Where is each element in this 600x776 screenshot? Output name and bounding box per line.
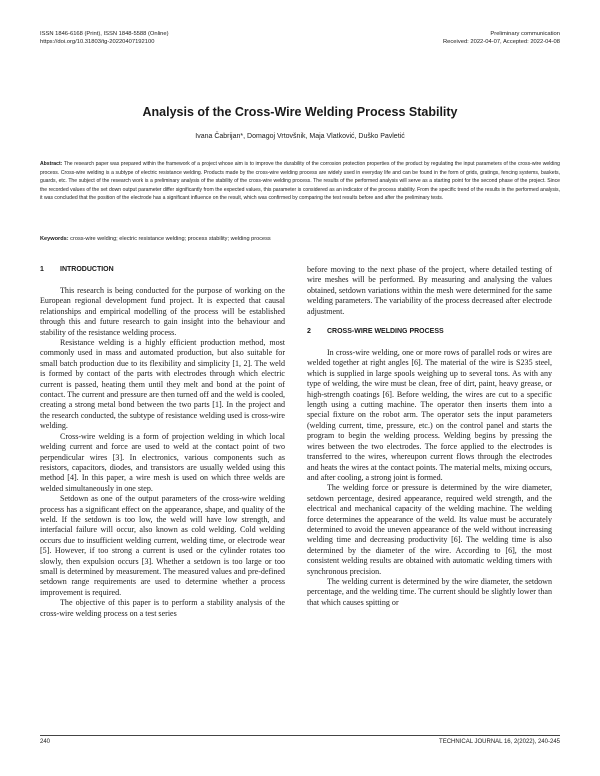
- article-type: Preliminary communication: [490, 31, 560, 37]
- page-number: 240: [40, 739, 51, 745]
- section-number: 2: [307, 328, 311, 336]
- section-heading-introduction: [40, 265, 285, 275]
- journal-citation: TECHNICAL JOURNAL 16, 2(2022), 240-245: [439, 739, 560, 745]
- abstract-text: The research paper was prepared within the framework of a project whose aim is to improve the durability of the corrosion protection properties of the product by regulating the input parameters of the cross-wire welding process. Cross-wire welding is a subtype of electric resistance welding. Products made by the cross-wire welding process are widely used in everyday life and can be found in the form of grids, gratings, fencing systems, baskets, guards, etc. The subject of the research work is a preliminary analysis of the stability of the cross-wire welding process. The results of the performed analysis will serve as a starting point for the second phase of the project. Since the recorded values of the set down output parameter differ significantly from the expected values, this parameter is considered as an indicator of the process stability. From the specific trend of the results in the performed analysis, it was concluded that the position of the electrode has a significant influence on the result, which was confirmed by comparing the test results before and after the preliminary tests.: [40, 161, 560, 201]
- paragraph: Setdown as one of the output parameters of the cross-wire welding process has a significant effect on the appearance, shape, and quality of the weld. If the setdown is too low, the weld will have low strength, and interfacial failure will occur, also known as cold welding. Cold welding occurs due to insufficient welding current, welding time, or electrode wear [5]. However, if too strong a current is used or the cylinder rotates too slowly, then expulsion occurs [3]. Whether a setdown is too large or too small is determined by measurement. The measured values and pre-defined setdown range requirements are used to determine whether a process improvement is required.: [40, 494, 285, 597]
- abstract: [40, 160, 560, 203]
- keywords-text: cross-wire welding; electric resistance welding; process stability; welding process: [70, 236, 271, 242]
- section-title: INTRODUCTION: [60, 266, 114, 273]
- paper-title: Analysis of the Cross-Wire Welding Process Stability: [142, 105, 458, 119]
- paragraph: Resistance welding is a highly efficient production method, most commonly used in mass and automated production, but also suitable for small batch production due to its flexibility and simplicity [1, 2]. The weld is formed by contact of the parts with electrodes through which electric current is passed, heating them until they melt and bond at the point of contact. The current and pressure are then turned off and the weld is cooled, creating a strong metal bond between the two parts [1]. In the project and the research conducted, the subtype of resistance welding used is cross-wire welding.: [40, 338, 285, 431]
- right-column: [307, 265, 552, 608]
- keywords: [40, 236, 560, 242]
- paragraph: In cross-wire welding, one or more rows of parallel rods or wires are welded together at right angles [6]. The material of the wire is S235 steel, which is supplied in large spools weighing up to several tons. As with any type of welding, the wire must be clean, free of dirt, paint, heavy grease, or high-strength coatings [6]. Before welding, the wires are cut to a specific length using a cutting machine. The operator then inserts them into a special fixture on the robot arm. The operator sets the input parameters (welding current, time, pressure, etc.) on the control panel and starts the program to begin the welding process. Welding begins by pressing the wires between the two electrodes. The force applied to the electrodes is transferred to the wires, whereupon current flows through the electrodes and heats the wires at the contact points. The material melts, mixing occurs, and after cooling, a strong joint is formed.: [307, 348, 552, 482]
- received-accepted-dates: Received: 2022-04-07, Accepted: 2022-04-08: [443, 39, 560, 46]
- paragraph: The welding force or pressure is determined by the wire diameter, setdown percentage, desired appearance, required weld strength, and the electrical and mechanical capacity of the welding machine. The welding force determines the appearance of the weld. Its value must be accurately determined to avoid the uneven appearance of the weld without increasing welding time and decreasing productivity [6]. The welding time is also determined by the diameter of the wire. According to [6], the most consistent welding results are obtained with automatic welding timers with synchronous precision.: [307, 483, 552, 576]
- section-number: 1: [40, 266, 44, 273]
- doi-link[interactable]: https://doi.org/10.31803/tg-20220407192100: [40, 39, 155, 46]
- paragraph: This research is being conducted for the purpose of working on the European regional development fund project. It is expected that causal relationships and empirical modelling of the process will be established through this and future research to gain insight into the behaviour and stability of the resistance welding process.: [40, 286, 285, 337]
- section-title: CROSS-WIRE WELDING PROCESS: [327, 328, 444, 336]
- abstract-label: Abstract:: [40, 161, 63, 167]
- page-footer: [40, 735, 560, 745]
- header-right: [443, 30, 560, 46]
- header-left: [40, 30, 169, 46]
- paragraph: The welding current is determined by the wire diameter, the setdown percentage, and the welding time. The current should be slightly lower than that which causes spitting or: [307, 576, 552, 607]
- paragraph-continued: before moving to the next phase of the project, where detailed testing of wire meshes will be performed. By measuring and analysing the values obtained, setdown variations within the mesh were determined for the same welding parameters. The variability of the process decreased after electrode adjustment.: [307, 265, 552, 316]
- issn-line: ISSN 1846-6168 (Print), ISSN 1848-5588 (Online): [40, 31, 169, 37]
- author-list: Ivana Čabrijan*, Domagoj Vrtovšnik, Maja Vlatković, Duško Pavletić: [195, 133, 405, 140]
- keywords-label: Keywords:: [40, 236, 69, 242]
- paragraph: Cross-wire welding is a form of projection welding in which local welding current and force are used to weld at the contact point of two perpendicular wires [3]. In electronics, various components such as resistors, capacitors, diodes, and transistors are usually welded using this method [4]. In this paper, a wire mesh is used on which three welds are welded simultaneously in one step.: [40, 431, 285, 493]
- left-column: [40, 265, 285, 619]
- paragraph: The objective of this paper is to perform a stability analysis of the cross-wire welding process on a test series: [40, 598, 285, 618]
- section-heading-cross-wire-welding-process: [307, 327, 552, 337]
